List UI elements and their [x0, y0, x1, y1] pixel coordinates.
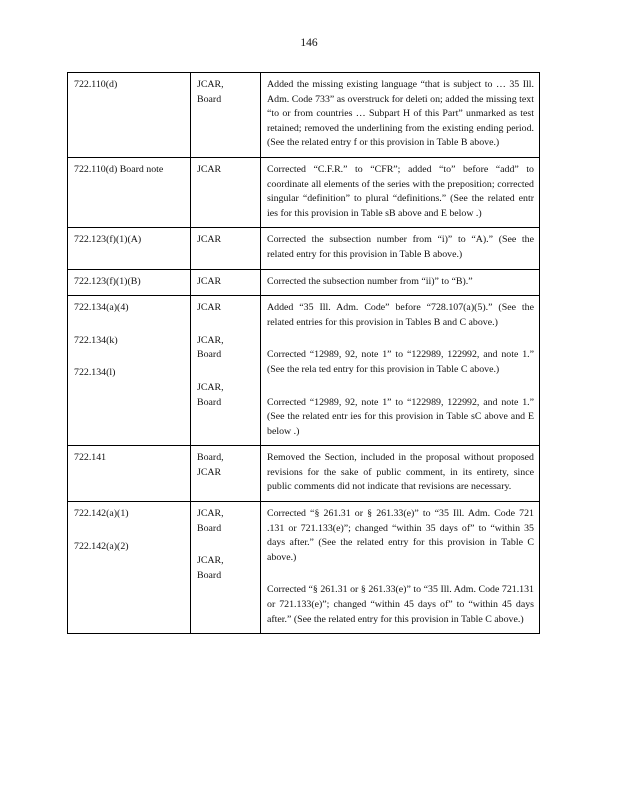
section-cell	[68, 228, 191, 269]
section-reference: 722.123(f)(1)(A)	[74, 234, 142, 246]
section-reference: 722.123(f)(1)(B)	[74, 275, 141, 287]
table-row	[68, 296, 540, 446]
source-line: JCAR,	[197, 79, 224, 90]
change-description: Corrected “§ 261.31 or § 261.33(e)” to “35 Ill. Adm. Code 721.131 or 721.133(e)”; changed “within 45 days of” to “within 45 days after.” (See the related entry for this provision in Table C above.)	[267, 584, 534, 625]
source-line: JCAR,	[197, 381, 224, 393]
description-cell	[261, 296, 540, 446]
change-description: Corrected “12989, 92, note 1” to “122989, 122992, and note 1.” (See the rela ted entry for this provision in Table C above.)	[267, 349, 534, 375]
section-cell	[68, 502, 191, 634]
source-line: Board	[197, 349, 222, 361]
change-description: Added the missing existing language “that is subject to … 35 Ill. Adm. Code 733” as overstruck for deleti on; added the missing text “to or from countries … Subpart H of this Part” unmarked as test retained; removed the underlining from the existing ending period. (See the related entry f or this provision in Table B above.)	[267, 79, 534, 149]
description-cell	[261, 228, 540, 269]
page-number: 146	[300, 37, 318, 49]
section-reference: 722.134(a)(4)	[74, 302, 129, 314]
change-description: Corrected “C.F.R.” to “CFR”; added “to” before “add” to coordinate all elements of the series with the preposition; corrected singular “definition” to plural “definitions.” (See the related entr ies for this provision in Table sB above and E below .)	[267, 163, 534, 219]
change-description: Added “35 Ill. Adm. Code” before “728.107(a)(5).” (See the related entries for this provision in Tables B and C above.)	[267, 302, 534, 328]
change-description: Corrected “§ 261.31 or § 261.33(e)” to “35 Ill. Adm. Code 721 .131 or 721.133(e)”; changed “within 35 days of” to “within 35 days after.” (See the related entry for this provision in Table C above.)	[267, 508, 534, 563]
section-cell	[68, 296, 191, 446]
change-description: Removed the Section, included in the proposal without proposed revisions for the sake of public comment, in its entirety, since public comments did not indicate that revisions are necessary.	[267, 452, 534, 493]
change-description: Corrected “12989, 92, note 1” to “122989, 122992, and note 1.” (See the related entr ies for this provision in Table sC above and E below .)	[267, 396, 534, 437]
source-list	[197, 301, 255, 316]
section-reference: 722.134(l)	[74, 367, 116, 379]
source-line: Board	[197, 93, 222, 105]
table-row	[68, 73, 540, 158]
source-line: JCAR	[197, 163, 222, 175]
source-line: JCAR	[197, 275, 222, 287]
source-list	[197, 451, 255, 480]
source-line: JCAR	[197, 234, 222, 246]
source-list	[197, 381, 255, 410]
table-row	[68, 502, 540, 634]
table-row	[68, 228, 540, 269]
source-list	[197, 554, 255, 583]
source-cell	[191, 446, 261, 502]
table-row	[68, 269, 540, 296]
changes-table-body	[68, 73, 540, 634]
change-description: Corrected the subsection number from “i)” to “A).” (See the related entry for this provision in Table B above.)	[267, 234, 534, 260]
description-cell	[261, 502, 540, 634]
source-cell	[191, 157, 261, 227]
source-line: Board	[197, 569, 222, 581]
source-list	[197, 78, 255, 107]
description-cell	[261, 269, 540, 296]
source-line: JCAR,	[197, 555, 224, 567]
table-row	[68, 157, 540, 227]
section-reference: 722.134(k)	[74, 334, 118, 346]
source-line: JCAR	[197, 302, 222, 314]
section-cell	[68, 73, 191, 158]
table-row	[68, 446, 540, 502]
section-cell	[68, 446, 191, 502]
source-line: JCAR,	[197, 508, 224, 520]
section-cell	[68, 269, 191, 296]
source-list	[197, 163, 255, 178]
source-line: Board,	[197, 452, 224, 464]
source-list	[197, 507, 255, 536]
section-reference: 722.141	[74, 452, 107, 464]
source-cell	[191, 73, 261, 158]
section-cell	[68, 157, 191, 227]
source-list	[197, 275, 255, 290]
source-cell	[191, 228, 261, 269]
source-cell	[191, 502, 261, 634]
section-reference: 722.142(a)(2)	[74, 540, 129, 552]
source-line: Board	[197, 396, 222, 408]
source-cell	[191, 296, 261, 446]
source-list	[197, 334, 255, 363]
description-cell	[261, 446, 540, 502]
description-cell	[261, 73, 540, 158]
source-line: JCAR	[197, 466, 222, 478]
source-list	[197, 233, 255, 248]
source-cell	[191, 269, 261, 296]
source-line: Board	[197, 522, 222, 534]
description-cell	[261, 157, 540, 227]
changes-table	[67, 72, 540, 634]
source-line: JCAR,	[197, 334, 224, 346]
section-reference: 722.142(a)(1)	[74, 508, 129, 520]
change-description: Corrected the subsection number from “ii)” to “B).”	[267, 275, 473, 287]
section-reference: 722.110(d) Board note	[74, 163, 164, 175]
section-reference: 722.110(d)	[74, 79, 118, 90]
